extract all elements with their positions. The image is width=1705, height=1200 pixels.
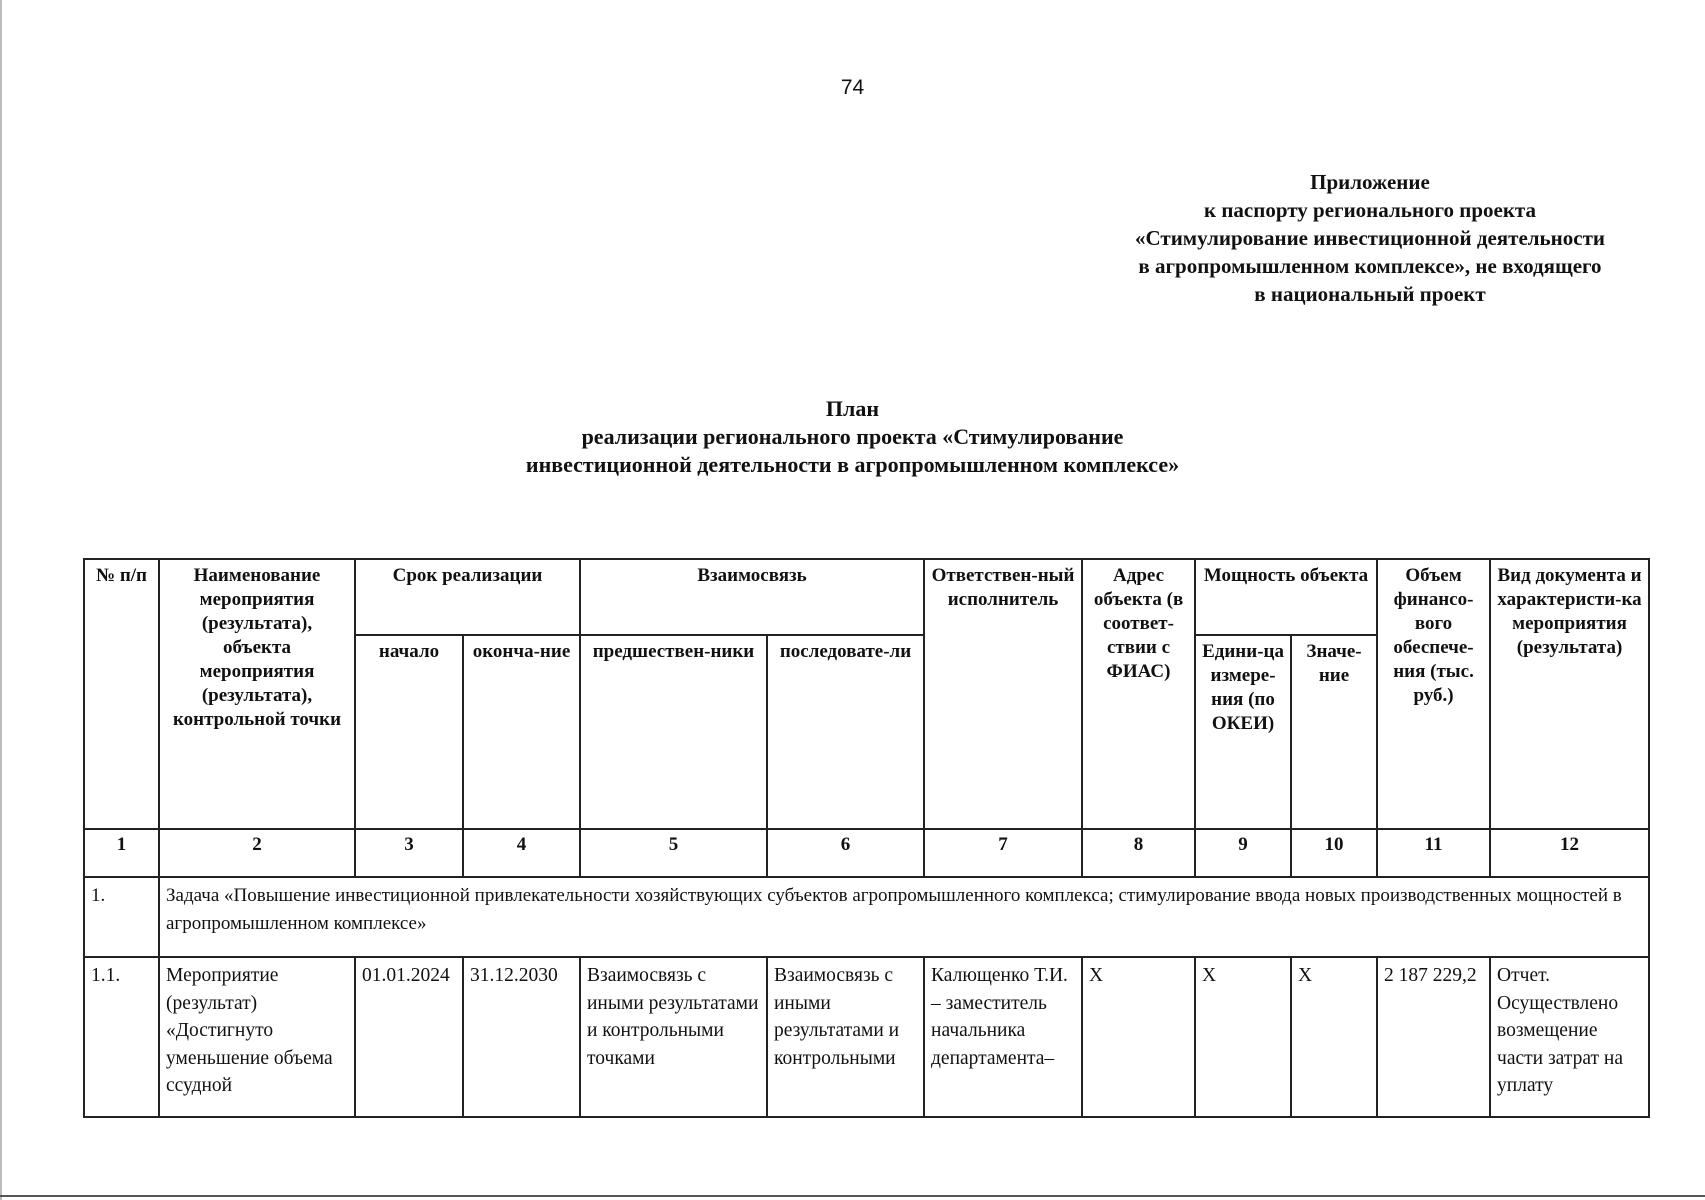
row-name: Мероприятие (результат) «Достигнуто уменьшение объема ссудной: [159, 957, 355, 1117]
row-end-date: 31.12.2030: [463, 957, 580, 1117]
column-number-row: [84, 829, 1649, 877]
header-row-top: [84, 559, 1649, 635]
header-address: Адрес объекта (в соответ-ствии с ФИАС): [1082, 559, 1195, 829]
header-funding: Объем финансо-вого обеспече-ния (тыс. руб.): [1377, 559, 1490, 829]
row-successors: Взаимосвязь с иными результатами и контрольными: [767, 957, 924, 1117]
column-number: 12: [1490, 829, 1649, 877]
column-number: 9: [1195, 829, 1291, 877]
row-value: X: [1291, 957, 1377, 1117]
plan-title-line: реализации регионального проекта «Стимулирование: [581, 424, 1124, 449]
plan-title-line: инвестиционной деятельности в агропромышленном комплексе»: [525, 452, 1180, 477]
header-executor: Ответствен-ный исполнитель: [924, 559, 1082, 829]
header-term-end: оконча-ние: [463, 635, 580, 829]
row-doc: Отчет. Осуществлено возмещение части затрат на уплату: [1490, 957, 1649, 1117]
column-number: 10: [1291, 829, 1377, 877]
appendix-line: «Стимулирование инвестиционной деятельности: [1135, 226, 1605, 250]
header-num: № п/п: [84, 559, 159, 829]
header-capacity-unit: Едини-ца измере-ния (по ОКЕИ): [1195, 635, 1291, 829]
column-number: 7: [924, 829, 1082, 877]
appendix-line: в агропромышленном комплексе», не входящего: [1138, 254, 1602, 278]
header-term-start: начало: [355, 635, 463, 829]
appendix-line: в национальный проект: [1254, 282, 1486, 306]
bottom-border-line: [0, 1195, 1705, 1197]
row-funding: 2 187 229,2: [1377, 957, 1490, 1117]
header-capacity: Мощность объекта: [1195, 559, 1377, 635]
column-number: 5: [580, 829, 767, 877]
plan-title: [0, 395, 1705, 479]
plan-table: [83, 558, 1650, 1118]
appendix-line: Приложение: [1310, 170, 1430, 194]
header-term: Срок реализации: [355, 559, 580, 635]
header-capacity-value: Значе-ние: [1291, 635, 1377, 829]
row-start-date: 01.01.2024: [355, 957, 463, 1117]
plan-title-line: План: [825, 396, 880, 421]
column-number: 3: [355, 829, 463, 877]
task-text: Задача «Повышение инвестиционной привлекательности хозяйствующих субъектов агропромышленного комплекса; стимулирование ввода новых производственных мощностей в агропромышленном комплексе»: [159, 877, 1649, 957]
column-number: 1: [84, 829, 159, 877]
scan-edge: [0, 0, 2, 1200]
row-predecessors: Взаимосвязь с иными результатами и контрольными точками: [580, 957, 767, 1117]
header-link-succ: последовате-ли: [767, 635, 924, 829]
row-unit: X: [1195, 957, 1291, 1117]
column-number: 8: [1082, 829, 1195, 877]
task-num: 1.: [84, 877, 159, 957]
appendix-line: к паспорту регионального проекта: [1203, 198, 1536, 222]
column-number: 2: [159, 829, 355, 877]
table-row: [84, 957, 1649, 1117]
task-row: [84, 877, 1649, 957]
header-link: Взаимосвязь: [580, 559, 924, 635]
column-number: 11: [1377, 829, 1490, 877]
column-number: 4: [463, 829, 580, 877]
page-number: 74: [840, 76, 865, 99]
row-num: 1.1.: [84, 957, 159, 1117]
header-link-pred: предшествен-ники: [580, 635, 767, 829]
row-executor: Калющенко Т.И. – заместитель начальника департамента–: [924, 957, 1082, 1117]
row-address: X: [1082, 957, 1195, 1117]
column-number: 6: [767, 829, 924, 877]
header-name: Наименование мероприятия (результата), объекта мероприятия (результата), контрольной точки: [159, 559, 355, 829]
header-doc: Вид документа и характеристи-ка мероприятия (результата): [1490, 559, 1649, 829]
appendix-heading: [1080, 168, 1660, 308]
